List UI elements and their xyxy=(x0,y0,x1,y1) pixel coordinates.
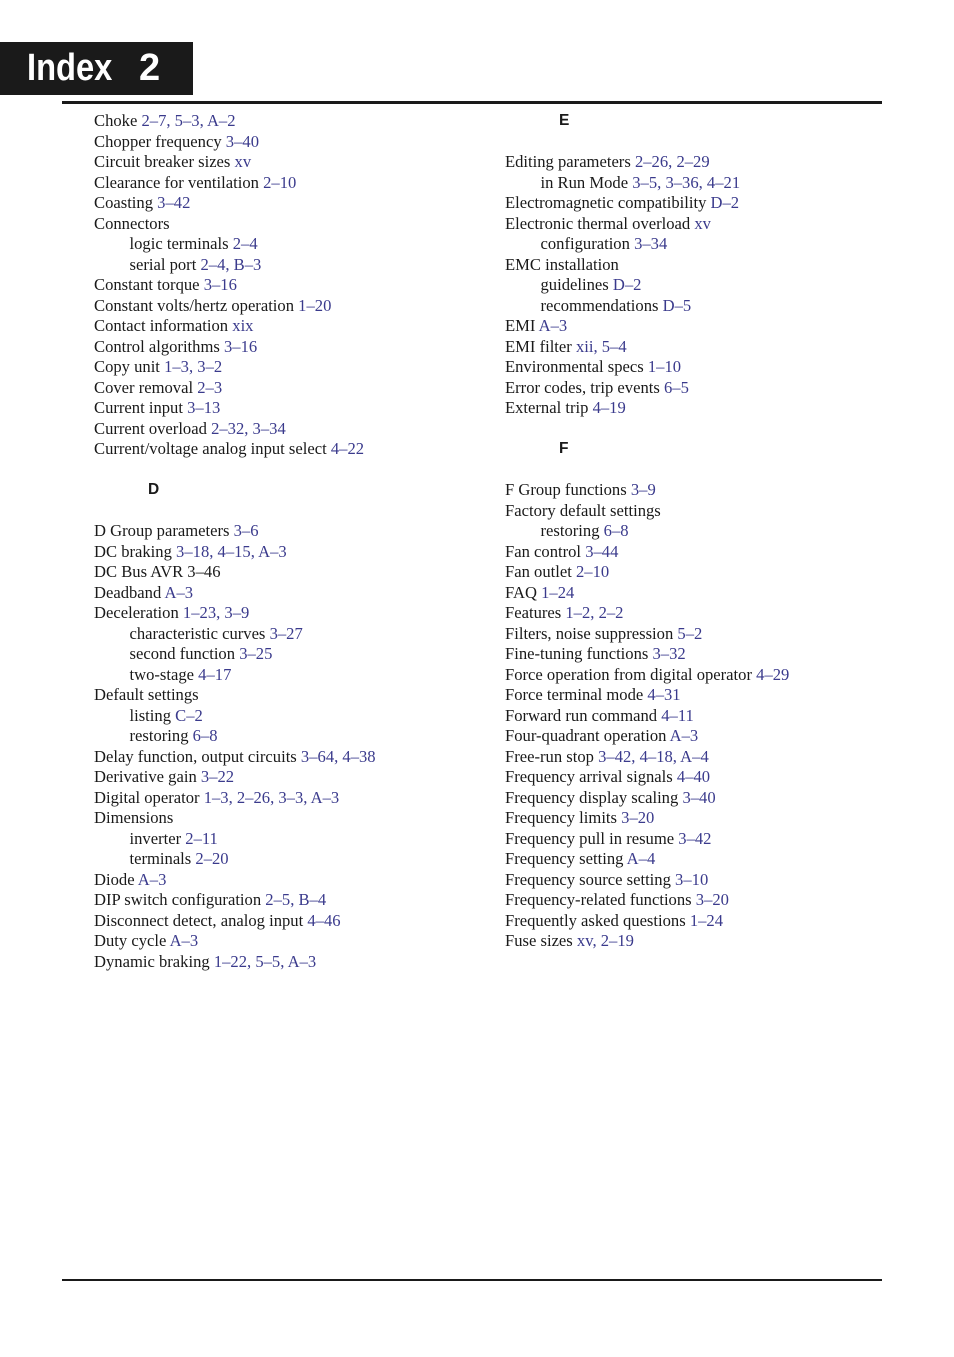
index-title: Index xyxy=(27,47,113,89)
entry-term: Frequency display scaling xyxy=(505,787,679,807)
entry-term: Forward run command xyxy=(505,705,658,725)
page-references[interactable]: A–3 xyxy=(164,582,194,602)
spacer xyxy=(505,132,885,153)
page-references[interactable]: A–3 xyxy=(169,931,199,950)
page-references[interactable]: 3–42 xyxy=(678,828,712,848)
index-entry xyxy=(94,398,474,419)
index-entry xyxy=(94,931,474,952)
page-references[interactable]: 3–5, 3–36, 4–21 xyxy=(632,172,741,192)
index-entry xyxy=(94,111,474,132)
spacer xyxy=(94,501,474,522)
index-entry xyxy=(94,685,474,706)
index-entry xyxy=(505,931,885,952)
page-references[interactable]: 3–42 xyxy=(157,193,191,212)
index-entry xyxy=(94,275,474,296)
page-references[interactable]: 1–3, 2–26, 3–3, A–3 xyxy=(203,787,340,807)
index-entry xyxy=(505,316,885,337)
page-references[interactable]: 3–64, 4–38 xyxy=(300,746,376,766)
entry-term: Error codes, trip events xyxy=(505,377,660,397)
page-references[interactable]: 3–6 xyxy=(233,521,259,540)
entry-term: Chopper frequency xyxy=(94,131,222,151)
index-entry xyxy=(505,767,885,788)
entry-term: configuration xyxy=(540,234,630,253)
entry-term: Current overload xyxy=(94,418,207,438)
entry-term: EMI filter xyxy=(505,336,572,356)
spacer xyxy=(505,419,885,440)
page-references[interactable]: D–2 xyxy=(612,275,642,294)
entry-term: recommendations xyxy=(540,295,659,315)
index-subentry xyxy=(94,726,474,747)
page-references[interactable]: 3–13 xyxy=(187,398,221,417)
index-entry xyxy=(505,357,885,378)
page-references[interactable]: D–2 xyxy=(710,193,740,212)
index-entry xyxy=(505,603,885,624)
index-entry xyxy=(505,829,885,850)
entry-term: Force operation from digital operator xyxy=(505,664,752,684)
index-entry xyxy=(505,378,885,399)
index-entry xyxy=(505,398,885,419)
page-references[interactable]: 3–40 xyxy=(225,131,259,151)
index-subentry xyxy=(505,296,885,317)
index-entry xyxy=(94,173,474,194)
entry-term: Cover removal xyxy=(94,377,194,397)
index-entry xyxy=(94,747,474,768)
index-entry xyxy=(505,685,885,706)
page-references[interactable]: 3–34 xyxy=(634,234,668,253)
page-references[interactable]: 1–20 xyxy=(298,295,332,315)
index-subentry xyxy=(94,255,474,276)
entry-term: Fine-tuning functions xyxy=(505,644,649,663)
index-subentry xyxy=(94,644,474,665)
entry-term: Digital operator xyxy=(94,787,200,807)
entry-term: Constant torque xyxy=(94,275,200,294)
index-entry xyxy=(94,357,474,378)
page-references[interactable]: 3–22 xyxy=(200,767,235,786)
index-entry xyxy=(94,603,474,624)
page-references[interactable]: 1–24 xyxy=(541,582,575,602)
page-references[interactable]: 3–16 xyxy=(224,336,258,356)
page-references[interactable]: 2–4 xyxy=(232,234,258,253)
page-references[interactable]: 4–31 xyxy=(647,685,681,704)
page-references[interactable]: 6–8 xyxy=(603,521,629,540)
entry-term: Frequency arrival signals xyxy=(505,767,673,786)
index-entry xyxy=(505,562,885,583)
entry-term: DC Bus AVR 3–46 xyxy=(94,562,221,581)
page-references[interactable]: D–5 xyxy=(662,295,692,315)
entry-term: Constant volts/hertz operation xyxy=(94,295,295,315)
entry-term: Default settings xyxy=(94,685,199,704)
page-references[interactable]: 3–25 xyxy=(239,644,273,663)
index-entry xyxy=(505,788,885,809)
index-entry xyxy=(505,808,885,829)
entry-term: Fan outlet xyxy=(505,562,572,581)
spacer xyxy=(94,460,474,481)
index-entry xyxy=(505,726,885,747)
index-subentry xyxy=(505,275,885,296)
page-references[interactable]: 4–22 xyxy=(330,439,365,458)
entry-term: Filters, noise suppression xyxy=(505,623,674,643)
page-references[interactable]: 4–46 xyxy=(307,910,341,930)
entry-term: Fan control xyxy=(505,541,582,561)
index-page-number: 2 xyxy=(139,47,161,89)
page-references[interactable]: 3–20 xyxy=(621,808,655,827)
page-references[interactable]: 2–26, 2–29 xyxy=(634,152,710,171)
index-entry xyxy=(505,583,885,604)
index-entry xyxy=(94,378,474,399)
page-references[interactable]: 3–32 xyxy=(652,644,686,663)
entry-term: Control algorithms xyxy=(94,336,220,356)
entry-term: Circuit breaker sizes xyxy=(94,152,231,171)
index-entry xyxy=(505,665,885,686)
entry-term: Diode xyxy=(94,869,135,889)
index-entry xyxy=(94,890,474,911)
entry-term: Connectors xyxy=(94,213,170,233)
page-references[interactable]: A–3 xyxy=(538,316,568,335)
index-entry xyxy=(505,480,885,501)
index-subentry xyxy=(94,234,474,255)
entry-term: Deadband xyxy=(94,582,162,602)
entry-term: Dynamic braking xyxy=(94,951,210,971)
entry-term: inverter xyxy=(129,828,182,848)
entry-term: Choke xyxy=(94,111,138,130)
page-references[interactable]: xv xyxy=(234,152,252,171)
page-references[interactable]: 4–17 xyxy=(198,664,232,684)
entry-term: logic terminals xyxy=(129,234,229,253)
entry-term: Current input xyxy=(94,398,183,417)
page-references[interactable]: 1–2, 2–2 xyxy=(565,603,624,622)
section-letter: F xyxy=(559,440,569,457)
page-references[interactable]: 2–3 xyxy=(197,377,223,397)
entry-term: Frequency setting xyxy=(505,849,624,868)
bottom-rule xyxy=(62,1279,882,1281)
section-letter: D xyxy=(148,481,160,498)
entry-term: Editing parameters xyxy=(505,152,631,171)
page-references[interactable]: A–3 xyxy=(669,726,699,745)
entry-term: Deceleration xyxy=(94,603,179,622)
index-entry xyxy=(505,911,885,932)
page-references[interactable]: 3–10 xyxy=(675,869,709,889)
entry-term: External trip xyxy=(505,398,589,417)
page-references[interactable]: 1–22, 5–5, A–3 xyxy=(213,951,317,971)
entry-term: Frequently asked questions xyxy=(505,910,686,930)
index-subentry xyxy=(94,829,474,850)
entry-term: Four-quadrant operation xyxy=(505,726,667,745)
entry-term: F Group functions xyxy=(505,480,627,499)
index-subentry xyxy=(505,234,885,255)
page-references[interactable]: 2–10 xyxy=(263,172,297,192)
index-subentry xyxy=(94,665,474,686)
entry-term: Features xyxy=(505,603,562,622)
entry-term: in Run Mode xyxy=(540,172,629,192)
index-entry xyxy=(94,808,474,829)
top-rule xyxy=(62,101,882,104)
entry-term: Derivative gain xyxy=(94,767,197,786)
entry-term: Disconnect detect, analog input xyxy=(94,910,304,930)
page-references[interactable]: 4–19 xyxy=(592,398,626,417)
entry-term: D Group parameters xyxy=(94,521,230,540)
page-references[interactable]: 3–42, 4–18, A–4 xyxy=(598,746,709,766)
index-entry xyxy=(94,132,474,153)
page-references[interactable]: 3–27 xyxy=(269,623,303,643)
entry-term: Force terminal mode xyxy=(505,685,644,704)
entry-term: Frequency-related functions xyxy=(505,890,692,909)
index-header-tab xyxy=(0,42,193,95)
entry-term: Copy unit xyxy=(94,357,160,376)
index-entry xyxy=(505,706,885,727)
index-entry xyxy=(505,890,885,911)
entry-term: EMC installation xyxy=(505,254,619,274)
page-references[interactable]: 4–40 xyxy=(676,767,711,786)
index-column-right xyxy=(505,111,885,952)
entry-term: Electronic thermal overload xyxy=(505,213,691,233)
page-references[interactable]: 3–18, 4–15, A–3 xyxy=(176,541,287,561)
page-references[interactable]: 6–8 xyxy=(192,726,218,745)
index-entry xyxy=(505,542,885,563)
page-references[interactable]: 3–40 xyxy=(682,787,716,807)
page-references[interactable]: 2–4, B–3 xyxy=(200,254,262,274)
page-references[interactable]: 2–20 xyxy=(195,849,229,868)
index-entry xyxy=(505,501,885,522)
entry-term: Delay function, output circuits xyxy=(94,746,297,766)
entry-term: restoring xyxy=(540,521,600,540)
entry-term: terminals xyxy=(129,849,192,868)
index-entry xyxy=(94,521,474,542)
index-entry xyxy=(505,214,885,235)
index-entry xyxy=(505,849,885,870)
entry-term: Current/voltage analog input select xyxy=(94,439,327,458)
index-entry xyxy=(505,255,885,276)
index-column-left xyxy=(94,111,474,972)
index-entry xyxy=(505,870,885,891)
page-references[interactable]: C–2 xyxy=(175,705,203,725)
entry-term: characteristic curves xyxy=(129,623,266,643)
index-entry xyxy=(94,952,474,973)
index-entry xyxy=(94,214,474,235)
index-entry xyxy=(94,767,474,788)
page-references[interactable]: 4–11 xyxy=(661,705,694,725)
index-entry xyxy=(505,193,885,214)
entry-term: DC braking xyxy=(94,541,172,561)
index-entry xyxy=(505,624,885,645)
entry-term: restoring xyxy=(129,726,189,745)
index-entry xyxy=(94,152,474,173)
page-references[interactable]: 1–10 xyxy=(647,357,682,376)
page-references[interactable]: xii, 5–4 xyxy=(575,336,627,356)
index-entry xyxy=(94,419,474,440)
index-entry xyxy=(94,870,474,891)
entry-term: Coasting xyxy=(94,193,154,212)
page-references[interactable]: 1–23, 3–9 xyxy=(182,603,250,622)
section-letter: E xyxy=(559,112,570,129)
index-subentry xyxy=(94,624,474,645)
index-entry xyxy=(505,644,885,665)
page-references[interactable]: 3–20 xyxy=(695,890,729,909)
index-entry xyxy=(94,337,474,358)
entry-term: Electromagnetic compatibility xyxy=(505,193,707,212)
index-entry xyxy=(94,296,474,317)
index-entry xyxy=(94,911,474,932)
index-subentry xyxy=(94,849,474,870)
page-references[interactable]: 3–9 xyxy=(630,480,656,499)
index-entry xyxy=(505,152,885,173)
entry-term: Frequency source setting xyxy=(505,869,671,889)
index-entry xyxy=(505,747,885,768)
index-entry xyxy=(94,562,474,583)
page-references[interactable]: xv, 2–19 xyxy=(576,931,634,950)
index-entry xyxy=(94,193,474,214)
page-references[interactable]: 2–11 xyxy=(185,828,218,848)
index-subentry xyxy=(505,173,885,194)
entry-term: Environmental specs xyxy=(505,357,644,376)
index-entry xyxy=(94,583,474,604)
entry-term: Frequency pull in resume xyxy=(505,828,675,848)
entry-term: Fuse sizes xyxy=(505,931,573,950)
entry-term: Clearance for ventilation xyxy=(94,172,259,192)
entry-term: Factory default settings xyxy=(505,500,661,520)
entry-term: listing xyxy=(129,705,171,725)
page-references[interactable]: 2–5, B–4 xyxy=(265,890,327,909)
index-entry xyxy=(94,439,474,460)
page-references[interactable]: 3–44 xyxy=(585,541,619,561)
entry-term: serial port xyxy=(129,254,197,274)
page-references[interactable]: 1–24 xyxy=(689,910,724,930)
page-references[interactable]: A–3 xyxy=(137,869,167,889)
page-references[interactable]: 2–10 xyxy=(576,562,610,581)
page-references[interactable]: 3–16 xyxy=(203,275,237,294)
page-references[interactable]: xv xyxy=(694,213,711,233)
page-references[interactable]: 1–3, 3–2 xyxy=(164,357,223,376)
entry-term: second function xyxy=(129,644,236,663)
entry-term: two-stage xyxy=(129,664,195,684)
entry-term: EMI xyxy=(505,316,536,335)
entry-term: Contact information xyxy=(94,316,229,335)
index-entry xyxy=(94,542,474,563)
entry-term: guidelines xyxy=(540,275,609,294)
page-references[interactable]: A–4 xyxy=(626,849,656,868)
spacer xyxy=(505,460,885,481)
page-references[interactable]: xix xyxy=(232,316,254,335)
entry-term: Duty cycle xyxy=(94,931,167,950)
page-references[interactable]: 2–7, 5–3, A–2 xyxy=(141,111,236,130)
index-subentry xyxy=(505,521,885,542)
index-entry xyxy=(94,788,474,809)
entry-term: FAQ xyxy=(505,582,537,602)
page-references[interactable]: 4–29 xyxy=(756,664,790,684)
entry-term: Free-run stop xyxy=(505,746,594,766)
page-references[interactable]: 2–32, 3–34 xyxy=(211,418,286,438)
index-entry xyxy=(94,316,474,337)
entry-term: Frequency limits xyxy=(505,808,617,827)
entry-term: DIP switch configuration xyxy=(94,890,262,909)
index-entry xyxy=(505,337,885,358)
entry-term: Dimensions xyxy=(94,808,174,827)
page-references[interactable]: 5–2 xyxy=(677,623,703,643)
index-subentry xyxy=(94,706,474,727)
page-references[interactable]: 6–5 xyxy=(663,377,689,397)
